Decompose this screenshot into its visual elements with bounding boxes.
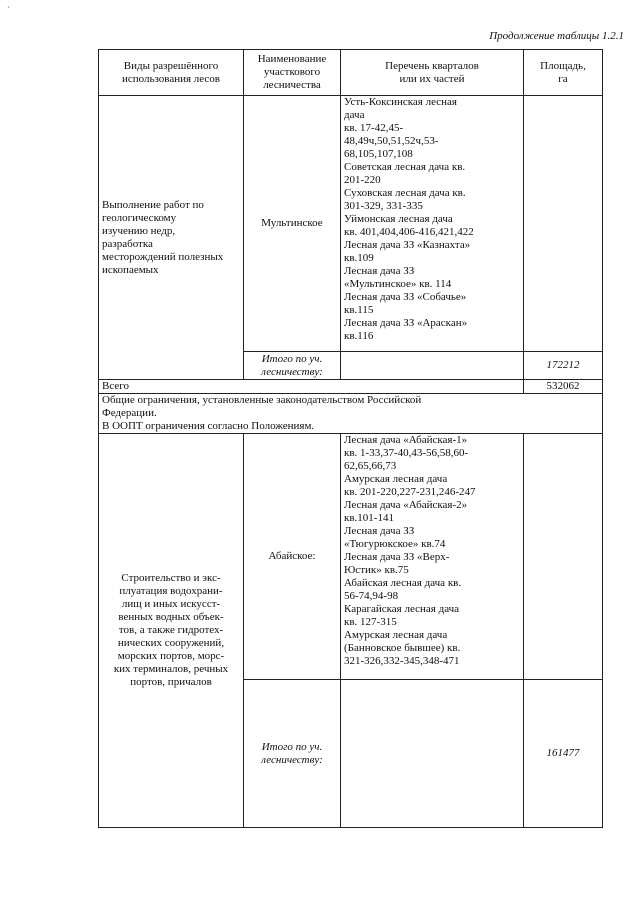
total-row [99,380,603,394]
col-header-forestry-line: Наименование [257,53,327,65]
subtotal-label [244,680,341,828]
use-type-line: разработка [102,237,153,250]
use-type-text [102,199,240,277]
empty-cell [341,680,524,828]
quarter-line: кв.101-141 [344,512,394,524]
col-header-area [524,50,603,96]
col-header-quarters-line: Перечень кварталов [385,59,479,72]
quarter-line: Советская лесная дача кв. [344,161,466,173]
quarter-line: Лесная дача «Абайская-1» [344,434,468,446]
use-type-line: ких терминалов, речных [113,663,229,675]
note-line: В ООПТ ограничения согласно Положениям. [102,420,315,432]
use-type-line: венных водных объек- [118,611,224,623]
note-line: Общие ограничения, установленные законодательством Российской [102,394,422,406]
use-type-line: нических сооружений, [117,637,225,649]
use-type-line: ископаемых [102,263,159,276]
quarter-line: 201-220 [344,174,381,186]
subtotal-label-line: лесничеству: [261,365,323,378]
quarters-list [344,96,520,343]
quarter-line: Лесная дача «Абайская-2» [344,499,468,511]
corner-mark: ` [7,5,10,15]
quarter-line: кв. 17-42,45- [344,122,404,134]
quarters-list [344,434,520,668]
subtotal-value: 172212 [524,352,603,380]
use-type-line: месторождений полезных [102,250,224,263]
quarters-cell [341,96,524,352]
use-type-line: плуатация водохрани- [119,585,223,597]
quarter-line: (Банновское бывшее) кв. [344,642,461,654]
use-type-text [102,572,240,689]
use-type-line: Выполнение работ по [102,198,204,211]
use-type-line: изучению недр, [102,224,176,237]
quarter-line: Усть-Коксинская лесная [344,96,457,108]
col-header-area-line: га [558,72,568,85]
subtotal-label-line: Итого по уч. [261,352,323,365]
forestry-cell: Мультинское [244,96,341,352]
header-row [99,50,603,96]
col-header-quarters [341,50,524,96]
note-line: Федерации. [102,407,157,419]
use-type-line: тов, а также гидротех- [118,624,224,636]
use-type-line: морских портов, морс- [117,650,225,662]
quarter-line: кв. 127-315 [344,616,397,628]
subtotal-label [244,352,341,380]
subtotal-label-line: лесничеству: [261,753,323,766]
empty-cell [341,352,524,380]
area-cell [524,434,603,680]
quarter-line: 56-74,94-98 [344,590,399,602]
use-type-cell [99,96,244,380]
quarter-line: Юстик» кв.75 [344,564,409,576]
quarter-line: «Тюгурюкское» кв.74 [344,538,446,550]
total-label: Всего [99,380,524,394]
note-text [102,394,599,433]
note-cell [99,394,603,434]
forest-use-table [98,49,603,828]
quarter-line: дача [344,109,365,121]
quarter-line: Лесная дача ЗЗ «Верх- [344,551,450,563]
quarter-line: кв.109 [344,252,374,264]
quarter-line: кв. 1-33,37-40,43-56,58,60- [344,447,469,459]
quarter-line: кв.116 [344,330,374,342]
quarters-cell [341,434,524,680]
quarter-line: Лесная дача ЗЗ [344,265,415,277]
forestry-cell: Абайское: [244,434,341,680]
col-header-forestry-line: лесничества [263,79,321,91]
quarter-line: Лесная дача ЗЗ «Араскан» [344,317,468,329]
quarter-line: кв. 201-220,227-231,246-247 [344,486,476,498]
quarter-line: Лесная дача ЗЗ «Казнахта» [344,239,471,251]
quarter-line: Уймонская лесная дача [344,213,453,225]
col-header-use-type [99,50,244,96]
quarter-line: кв.115 [344,304,374,316]
quarter-line: 62,65,66,73 [344,460,397,472]
quarter-line: 321-326,332-345,348-471 [344,655,460,667]
col-header-forestry-line: участкового [263,66,321,78]
quarter-line: Лесная дача ЗЗ «Собачье» [344,291,467,303]
quarter-line: Лесная дача ЗЗ [344,525,415,537]
table-continuation-note: Продолжение таблицы 1.2.1 [489,30,624,42]
quarter-line: 68,105,107,108 [344,148,413,160]
subtotal-label-line: Итого по уч. [261,740,323,753]
total-value: 532062 [524,380,603,394]
col-header-use-type-line: Виды разрешённого [123,59,219,72]
col-header-forestry [244,50,341,96]
use-type-line: геологическому [102,211,177,224]
quarter-line: Абайская лесная дача кв. [344,577,462,589]
col-header-area-line: Площадь, [540,59,586,72]
subtotal-value: 161477 [524,680,603,828]
col-header-quarters-line: или их частей [399,72,465,85]
quarter-line: 48,49ч,50,51,52ч,53- [344,135,439,147]
use-type-cell [99,434,244,828]
col-header-use-type-line: использования лесов [121,72,221,85]
quarter-line: 301-329, 331-335 [344,200,423,212]
quarter-line: Амурская лесная дача [344,473,448,485]
quarter-line: кв. 401,404,406-416,421,422 [344,226,474,238]
area-cell [524,96,603,352]
note-row [99,394,603,434]
quarter-line: Карагайская лесная дача [344,603,460,615]
table-row [99,434,603,680]
quarter-line: Суховская лесная дача кв. [344,187,466,199]
table-row [99,96,603,352]
use-type-line: портов, причалов [130,676,212,688]
use-type-line: Строительство и экс- [121,572,221,584]
quarter-line: «Мультинское» кв. 114 [344,278,452,290]
use-type-line: лищ и иных искусст- [121,598,221,610]
quarter-line: Амурская лесная дача [344,629,448,641]
